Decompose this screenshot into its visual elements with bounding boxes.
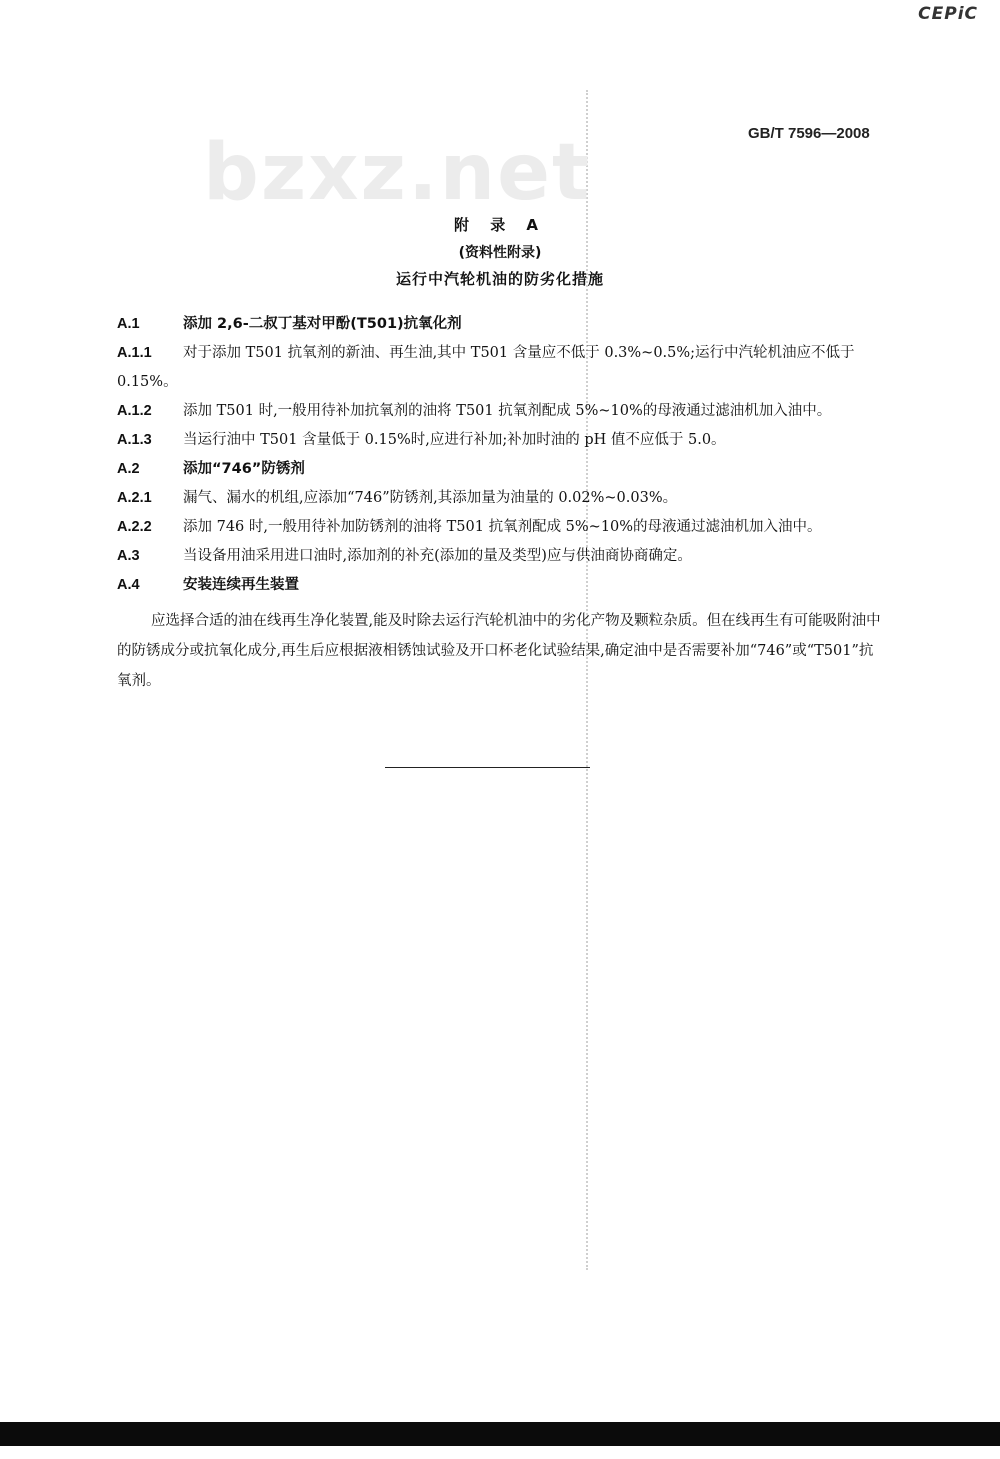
section-text: 当运行油中 T501 含量低于 0.15%时,应进行补加;补加时油的 pH 值不应低于 5.0。 xyxy=(183,432,726,448)
section-a2 xyxy=(117,455,885,484)
scan-bottom-bar xyxy=(0,1422,1000,1446)
section-text: 安装连续再生装置 xyxy=(183,577,299,593)
section-text: 添加 746 时,一般用待补加防锈剂的油将 T501 抗氧剂配成 5%~10%的母液通过滤油机加入油中。 xyxy=(183,519,822,535)
appendix-heading: 运行中汽轮机油的防劣化措施 xyxy=(395,270,604,288)
paragraph-a4: 应选择合适的油在线再生净化装置,能及时除去运行汽轮机油中的劣化产物及颗粒杂质。但在线再生有可能吸附油中的防锈成分或抗氧化成分,再生后应根据液相锈蚀试验及开口杯老化试验结果,确定油中是否需要补加“746”或“T501”抗氧剂。 xyxy=(117,613,881,689)
section-number: A.3 xyxy=(117,548,140,564)
appendix-title: 附 录 A xyxy=(453,216,547,234)
section-a2-2 xyxy=(117,513,885,542)
section-number: A.1 xyxy=(117,316,140,332)
section-number: A.1.1 xyxy=(117,345,152,361)
watermark: bzxz.net xyxy=(203,128,592,218)
section-a4 xyxy=(117,571,885,600)
section-text: 对于添加 T501 抗氧剂的新油、再生油,其中 T501 含量应不低于 0.3%~0.5%;运行中汽轮机油应不低于 0.15%。 xyxy=(117,345,855,390)
section-a1-1 xyxy=(117,339,885,397)
section-number: A.2.1 xyxy=(117,490,152,506)
end-rule xyxy=(385,767,590,768)
section-text: 添加 T501 时,一般用待补加抗氧剂的油将 T501 抗氧剂配成 5%~10%的母液通过滤油机加入油中。 xyxy=(183,403,832,419)
section-a1-2 xyxy=(117,397,885,426)
section-text: 漏气、漏水的机组,应添加“746”防锈剂,其添加量为油量的 0.02%~0.03%。 xyxy=(183,490,678,506)
section-a2-1 xyxy=(117,484,885,513)
section-text: 添加“746”防锈剂 xyxy=(183,461,305,477)
section-number: A.1.2 xyxy=(117,403,152,419)
section-a1-3 xyxy=(117,426,885,455)
section-a3 xyxy=(117,542,885,571)
appendix-subtitle: (资料性附录) xyxy=(458,245,542,261)
section-a1 xyxy=(117,310,885,339)
section-number: A.2 xyxy=(117,461,140,477)
document-body xyxy=(117,310,885,696)
section-number: A.4 xyxy=(117,577,140,593)
section-number: A.2.2 xyxy=(117,519,152,535)
section-number: A.1.3 xyxy=(117,432,152,448)
section-text: 添加 2,6-二叔丁基对甲酚(T501)抗氧化剂 xyxy=(183,316,462,332)
section-text: 当设备用油采用进口油时,添加剂的补充(添加的量及类型)应与供油商协商确定。 xyxy=(183,548,692,564)
standard-number: GB/T 7596—2008 xyxy=(748,125,870,142)
cepic-logo: CEPiC xyxy=(918,4,978,24)
